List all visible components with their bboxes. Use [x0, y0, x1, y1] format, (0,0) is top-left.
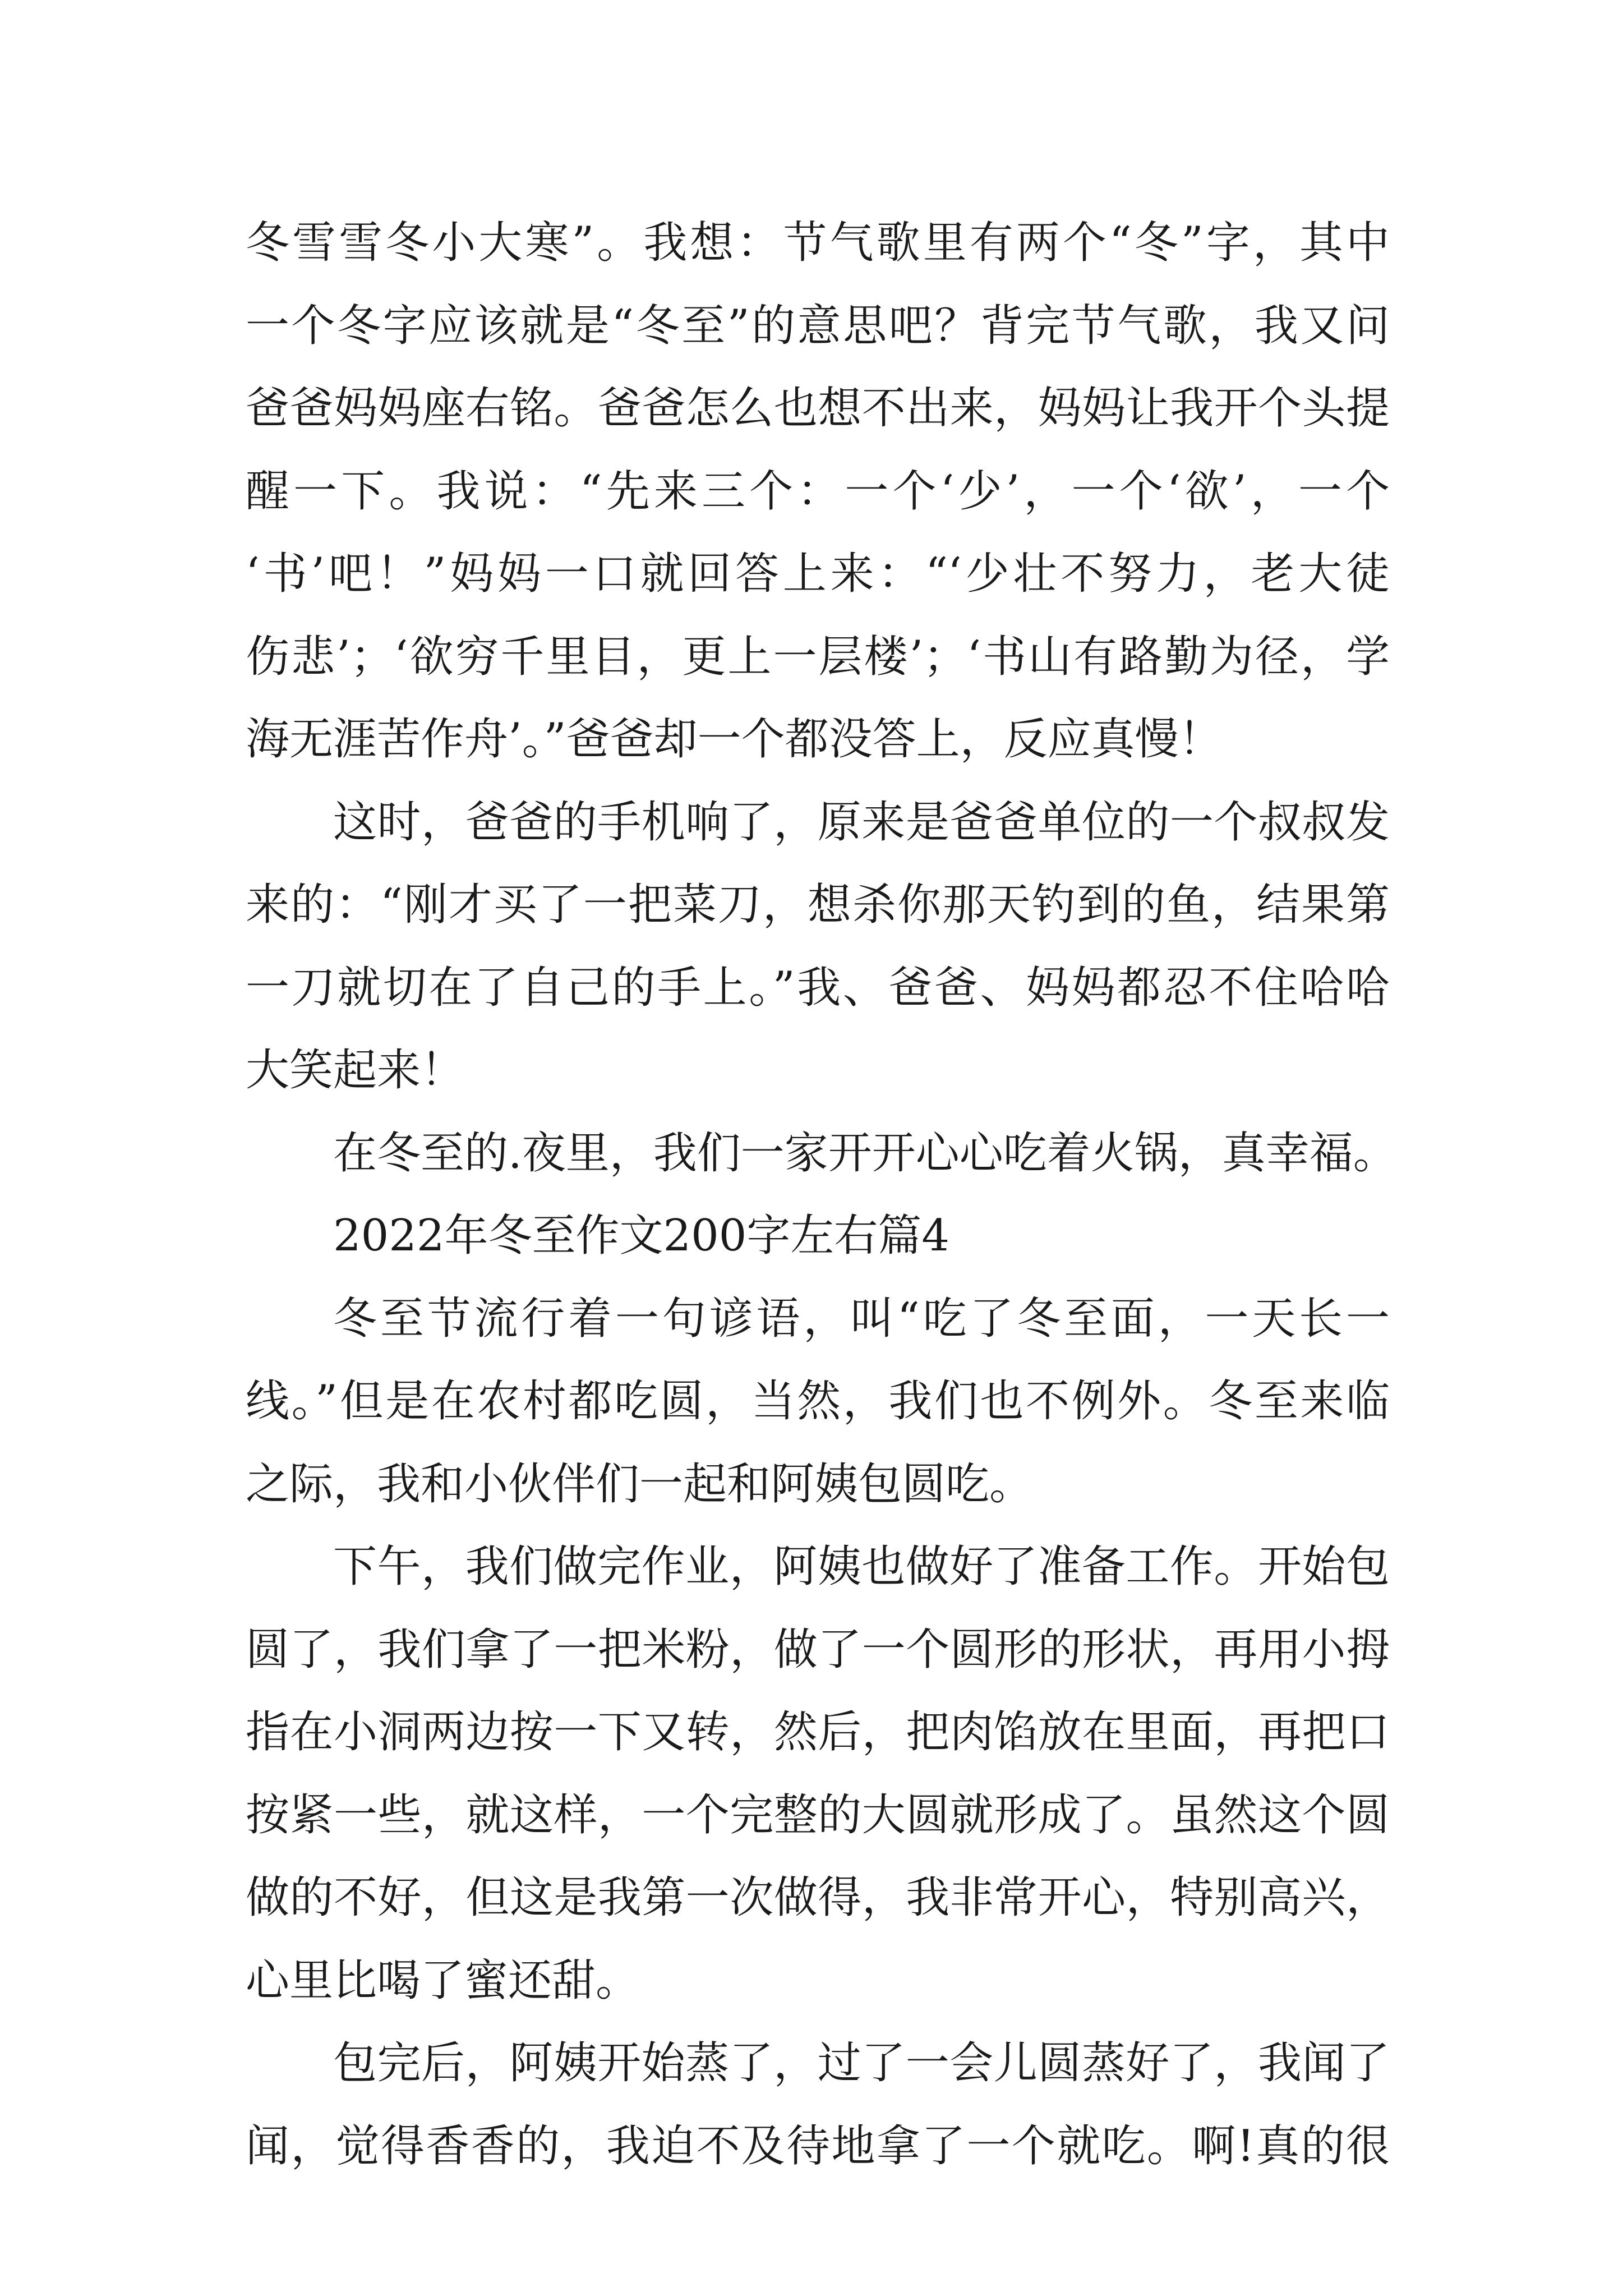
- text-line: 按紧一些，就这样，一个完整的大圆就形成了。虽然这个圆: [246, 1789, 1390, 1841]
- text-line: 伤悲’；‘欲穷千里目，更上一层楼’；‘书山有路勤为径，学: [246, 631, 1390, 682]
- text-line: 爸爸妈妈座右铭。爸爸怎么也想不出来，妈妈让我开个头提: [246, 383, 1390, 434]
- text-line: ‘书’吧！”妈妈一口就回答上来：“‘少壮不努力，老大徒: [246, 549, 1390, 599]
- text-line: 来的：“刚才买了一把菜刀，想杀你那天钓到的鱼，结果第: [246, 880, 1390, 930]
- paragraph-first-line: 下午，我们做完作业，阿姨也做好了准备工作。开始包: [333, 1542, 1390, 1592]
- paragraph-first-line: 在冬至的.夜里，我们一家开开心心吃着火锅，真幸福。: [333, 1128, 1397, 1179]
- paragraph-first-line: 这时，爸爸的手机响了，原来是爸爸单位的一个叔叔发: [333, 797, 1390, 848]
- text-line: 线。”但是在农村都吃圆，当然，我们也不例外。冬至来临: [246, 1376, 1390, 1427]
- text-line: 圆了，我们拿了一把米粉，做了一个圆形的形状，再用小拇: [246, 1624, 1390, 1675]
- paragraph-first-line: 冬至节流行着一句谚语，叫“吃了冬至面，一天长一: [333, 1293, 1390, 1344]
- text-line: 之际，我和小伙伴们一起和阿姨包圆吃。: [246, 1458, 1034, 1510]
- text-line: 一个冬字应该就是“冬至”的意思吧？背完节气歌，我又问: [246, 300, 1390, 351]
- text-line: 闻，觉得香香的，我迫不及待地拿了一个就吃。啊!真的很: [246, 2120, 1390, 2171]
- text-line: 一刀就切在了自己的手上。”我、爸爸、妈妈都忍不住哈哈: [246, 962, 1390, 1013]
- text-line: 醒一下。我说：“先来三个：一个‘少’，一个‘欲’，一个: [246, 466, 1390, 517]
- text-line: 大笑起来！: [246, 1045, 465, 1096]
- section-heading: 2022年冬至作文200字左右篇4: [333, 1211, 950, 1261]
- text-line: 心里比喝了蜜还甜。: [246, 1955, 640, 2006]
- text-line: 海无涯苦作舟’。”爸爸却一个都没答上，反应真慢！: [246, 714, 1223, 765]
- text-line: 做的不好，但这是我第一次做得，我非常开心，特别高兴，: [246, 1872, 1390, 1923]
- text-line: 冬雪雪冬小大寒”。我想：节气歌里有两个“冬”字，其中: [246, 218, 1390, 268]
- text-line: 指在小洞两边按一下又转，然后，把肉馅放在里面，再把口: [246, 1707, 1390, 1757]
- document-body: [246, 202, 1397, 2188]
- paragraph-first-line: 包完后，阿姨开始蒸了，过了一会儿圆蒸好了，我闻了: [333, 2038, 1390, 2088]
